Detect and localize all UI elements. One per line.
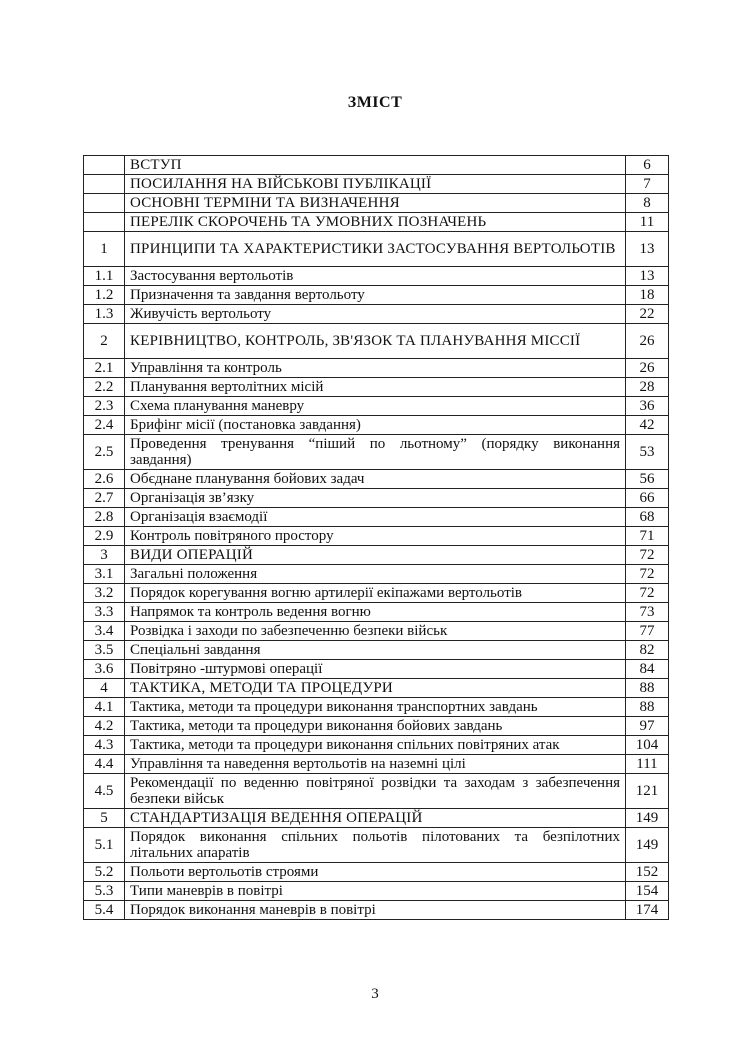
toc-row (84, 232, 669, 267)
toc-row (84, 565, 669, 584)
toc-section-title: Обєднане планування бойових задач (125, 470, 626, 489)
toc-section-number: 3.4 (84, 622, 125, 641)
toc-row (84, 194, 669, 213)
toc-section-title: Повітряно -штурмові операції (125, 660, 626, 679)
toc-page-number: 121 (626, 774, 669, 809)
toc-row (84, 435, 669, 470)
toc-row (84, 286, 669, 305)
toc-row (84, 470, 669, 489)
toc-page-number: 72 (626, 584, 669, 603)
toc-page-number: 68 (626, 508, 669, 527)
toc-section-number: 1.2 (84, 286, 125, 305)
toc-page-number: 66 (626, 489, 669, 508)
toc-section-number: 3 (84, 546, 125, 565)
toc-section-number: 2.6 (84, 470, 125, 489)
toc-section-title: Тактика, методи та процедури виконання спільних повітряних атак (125, 736, 626, 755)
toc-section-number: 2.5 (84, 435, 125, 470)
toc-section-number: 2.9 (84, 527, 125, 546)
toc-section-number: 4.1 (84, 698, 125, 717)
toc-page-number: 104 (626, 736, 669, 755)
toc-row (84, 901, 669, 920)
toc-page-number: 111 (626, 755, 669, 774)
toc-row (84, 828, 669, 863)
toc-section-number: 5.2 (84, 863, 125, 882)
toc-row (84, 416, 669, 435)
toc-section-title: Живучість вертольоту (125, 305, 626, 324)
toc-section-number: 1.1 (84, 267, 125, 286)
toc-section-title: Організація взаємодії (125, 508, 626, 527)
toc-section-number: 4.3 (84, 736, 125, 755)
toc-page-number: 6 (626, 156, 669, 175)
toc-section-title: ТАКТИКА, МЕТОДИ ТА ПРОЦЕДУРИ (125, 679, 626, 698)
toc-section-number: 2.7 (84, 489, 125, 508)
toc-section-title: Планування вертолітних місій (125, 378, 626, 397)
toc-row (84, 397, 669, 416)
toc-section-title: ВИДИ ОПЕРАЦІЙ (125, 546, 626, 565)
toc-section-number: 3.1 (84, 565, 125, 584)
toc-page-number: 71 (626, 527, 669, 546)
toc-section-title: Порядок корегування вогню артилерії екіпажами вертольотів (125, 584, 626, 603)
toc-section-number: 4 (84, 679, 125, 698)
toc-section-title: Розвідка і заходи по забезпеченню безпеки військ (125, 622, 626, 641)
toc-page-number: 97 (626, 717, 669, 736)
page-number: 3 (371, 986, 379, 1002)
toc-section-title: Спеціальні завдання (125, 641, 626, 660)
toc-row (84, 698, 669, 717)
toc-row (84, 622, 669, 641)
toc-page-number: 77 (626, 622, 669, 641)
toc-section-number: 4.5 (84, 774, 125, 809)
toc-section-title: Тактика, методи та процедури виконання транспортних завдань (125, 698, 626, 717)
toc-section-title: Управління та наведення вертольотів на наземні цілі (125, 755, 626, 774)
toc-section-number: 2.2 (84, 378, 125, 397)
toc-section-title: Загальні положення (125, 565, 626, 584)
toc-row (84, 736, 669, 755)
toc-row (84, 213, 669, 232)
toc-page-number: 28 (626, 378, 669, 397)
toc-section-number: 3.3 (84, 603, 125, 622)
toc-row (84, 679, 669, 698)
toc-page-number: 22 (626, 305, 669, 324)
toc-row (84, 774, 669, 809)
toc-page-number: 154 (626, 882, 669, 901)
toc-row (84, 641, 669, 660)
toc-page-number: 149 (626, 828, 669, 863)
toc-section-title: ПОСИЛАННЯ НА ВІЙСЬКОВІ ПУБЛІКАЦІЇ (125, 175, 626, 194)
toc-section-number: 2 (84, 324, 125, 359)
toc-row (84, 603, 669, 622)
toc-section-title: Організація зв’язку (125, 489, 626, 508)
toc-page-number: 73 (626, 603, 669, 622)
toc-section-title: Застосування вертольотів (125, 267, 626, 286)
toc-section-title: Призначення та завдання вертольоту (125, 286, 626, 305)
toc-section-number: 5.1 (84, 828, 125, 863)
toc-section-number: 4.2 (84, 717, 125, 736)
toc-page-number: 152 (626, 863, 669, 882)
toc-page-number: 36 (626, 397, 669, 416)
toc-section-title: Напрямок та контроль ведення вогню (125, 603, 626, 622)
toc-section-number: 2.4 (84, 416, 125, 435)
toc-page-number: 11 (626, 213, 669, 232)
toc-section-title: ВСТУП (125, 156, 626, 175)
toc-section-number (84, 213, 125, 232)
toc-page-number: 72 (626, 546, 669, 565)
toc-section-title: Порядок виконання маневрів в повітрі (125, 901, 626, 920)
toc-section-number: 2.8 (84, 508, 125, 527)
toc-row (84, 489, 669, 508)
toc-page-number: 174 (626, 901, 669, 920)
toc-section-title: Схема планування маневру (125, 397, 626, 416)
toc-row (84, 156, 669, 175)
toc-row (84, 809, 669, 828)
toc-section-title: ПЕРЕЛІК СКОРОЧЕНЬ ТА УМОВНИХ ПОЗНАЧЕНЬ (125, 213, 626, 232)
toc-section-title: Рекомендації по веденню повітряної розвідки та заходам з забезпечення безпеки військ (125, 774, 626, 809)
toc-section-title: Порядок виконання спільних польотів пілотованих та безпілотних літальних апаратів (125, 828, 626, 863)
toc-page-number: 26 (626, 359, 669, 378)
toc-row (84, 882, 669, 901)
toc-row (84, 584, 669, 603)
toc-section-title: ПРИНЦИПИ ТА ХАРАКТЕРИСТИКИ ЗАСТОСУВАННЯ ВЕРТОЛЬОТІВ (125, 232, 626, 267)
toc-table (83, 155, 669, 920)
toc-section-number: 3.2 (84, 584, 125, 603)
toc-row (84, 267, 669, 286)
toc-page-number: 56 (626, 470, 669, 489)
toc-page-number: 53 (626, 435, 669, 470)
toc-page-number: 84 (626, 660, 669, 679)
toc-section-number (84, 194, 125, 213)
toc-section-title: КЕРІВНИЦТВО, КОНТРОЛЬ, ЗВ'ЯЗОК ТА ПЛАНУВАННЯ МІССІЇ (125, 324, 626, 359)
toc-section-number (84, 175, 125, 194)
toc-section-number: 2.3 (84, 397, 125, 416)
toc-row (84, 546, 669, 565)
toc-row (84, 305, 669, 324)
toc-section-number: 3.5 (84, 641, 125, 660)
toc-page-number: 82 (626, 641, 669, 660)
toc-page-number: 42 (626, 416, 669, 435)
toc-row (84, 359, 669, 378)
toc-body (84, 156, 669, 920)
toc-row (84, 717, 669, 736)
toc-page-number: 8 (626, 194, 669, 213)
toc-section-number: 5 (84, 809, 125, 828)
toc-page-number: 72 (626, 565, 669, 584)
toc-row (84, 508, 669, 527)
toc-section-title: СТАНДАРТИЗАЦІЯ ВЕДЕННЯ ОПЕРАЦІЙ (125, 809, 626, 828)
toc-section-number: 5.3 (84, 882, 125, 901)
toc-section-title: Проведення тренування “пiший по льотному” (порядку виконання завдання) (125, 435, 626, 470)
toc-row (84, 175, 669, 194)
toc-page-number: 149 (626, 809, 669, 828)
toc-section-number: 5.4 (84, 901, 125, 920)
toc-section-number: 3.6 (84, 660, 125, 679)
toc-section-title: ОСНОВНІ ТЕРМІНИ ТА ВИЗНАЧЕННЯ (125, 194, 626, 213)
toc-section-title: Контроль повітряного простору (125, 527, 626, 546)
toc-row (84, 755, 669, 774)
toc-section-title: Тактика, методи та процедури виконання бойових завдань (125, 717, 626, 736)
toc-page-number: 13 (626, 267, 669, 286)
toc-page-number: 7 (626, 175, 669, 194)
toc-section-number: 1.3 (84, 305, 125, 324)
toc-row (84, 863, 669, 882)
toc-section-number: 4.4 (84, 755, 125, 774)
toc-page-number: 13 (626, 232, 669, 267)
toc-section-title: Типи маневрів в повітрі (125, 882, 626, 901)
toc-section-number: 2.1 (84, 359, 125, 378)
toc-row (84, 378, 669, 397)
page-title: ЗМІСТ (347, 94, 403, 111)
toc-row (84, 527, 669, 546)
toc-page-number: 18 (626, 286, 669, 305)
toc-section-title: Польоти вертольотів строями (125, 863, 626, 882)
toc-page-number: 88 (626, 679, 669, 698)
toc-row (84, 660, 669, 679)
toc-row (84, 324, 669, 359)
toc-page-number: 26 (626, 324, 669, 359)
toc-section-number (84, 156, 125, 175)
toc-section-title: Управління та контроль (125, 359, 626, 378)
toc-page-number: 88 (626, 698, 669, 717)
toc-section-number: 1 (84, 232, 125, 267)
toc-section-title: Брифінг місії (постановка завдання) (125, 416, 626, 435)
